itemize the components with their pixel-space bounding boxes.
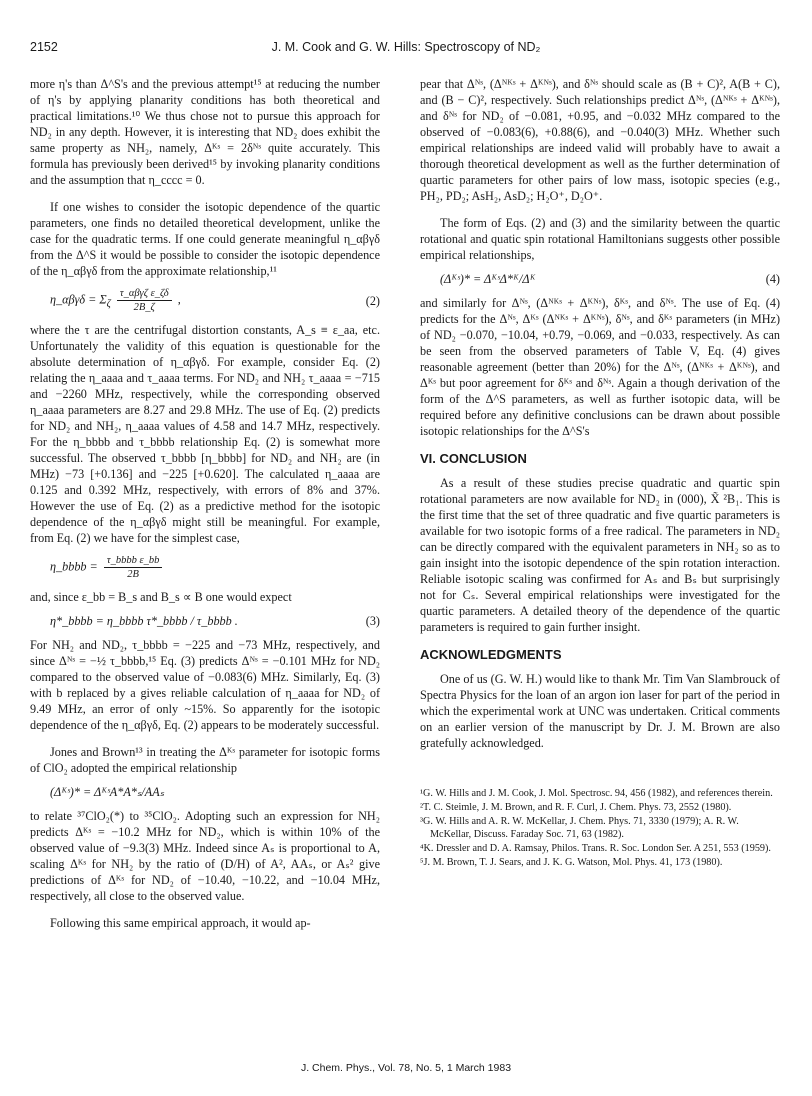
equation-number: (4)	[765, 272, 780, 286]
left-column	[30, 76, 380, 931]
equation-tail: ,	[177, 292, 181, 307]
equation-body: (Δᴷˢ)* = ΔᴷˢΔ*ᴷ/Δᴷ	[440, 272, 536, 286]
paragraph: and, since ε_bb = B_s and B_s ∝ B one would expect	[30, 590, 292, 604]
reference-item: ¹G. W. Hills and J. M. Cook, J. Mol. Spectrosc. 94, 456 (1982), and references therein.	[420, 788, 773, 799]
fraction-denominator: 2B_ζ	[133, 302, 155, 313]
sum-index: ζ	[106, 298, 111, 310]
equation-body	[30, 554, 380, 581]
equation-lhs: η_αβγδ = Σ	[50, 292, 107, 307]
paragraph: where the τ are the centrifugal distortion constants, A_s ≡ ε_aa, etc. Unfortunately the validity of this equation is questionable for the absolute determination of η_αβγδ. For example, consider Eq. (2) relating the η_aaaa and τ_aaaa terms. For ND₂ and NH₂ τ_aaaa = −715 and −2260 MHz, respectively, while the corresponding observed η_aaaa parameters are 8.27 and 29.8 MHz. The use of Eq. (2) predicts for ND₂ and NH₂, η_aaaa values of 4.58 and 14.7 MHz, respectively. For the η_bbbb and τ_bbbb relationship Eq. (2) is somewhat more successful. The observed τ_bbbb [η_bbbb] for ND₂ and NH₂ are (in MHz) −73 [+0.136] and −225 [+0.620]. The calculated η_aaaa are 0.125 and 0.392 MHz, respectively, with errors of 8% and 37%. However the use of Eq. (2) as a predictive method for the isotopic dependence of the η_αβγδ might still be meaningful. For example, from Eq. (2) we have for the simplest case,	[30, 323, 380, 545]
fraction-numerator: τ_bbbb ε_bb	[104, 554, 163, 568]
reference-list	[420, 787, 780, 869]
paragraph: pear that Δᴺˢ, (Δᴺᴷˢ + Δᴷᴺˢ), and δᴺˢ should scale as (B + C)², A(B + C), and (B − C)², respectively. Such relationships predict Δᴺˢ, (Δᴺᴷˢ + Δᴷᴺˢ), and δᴺˢ for ND₂ of −0.081, +0.95, and −0.032 MHz compared to the observed of −0.083(6), +0.88(6), and −0.040(3) MHz. Whether such empirical relationships are indeed valid will probably have to await a thorough theoretical development as well as the further determination of quartic parameters for other pairs of low mass, isotopic species (e.g., PH₂, PD₂; AsH₂, AsD₂; H₂O⁺, D₂O⁺.	[420, 77, 780, 203]
equation-3	[30, 613, 380, 629]
paragraph: Jones and Brown¹³ in treating the Δᴷˢ parameter for isotopic forms of ClO₂ adopted the empirical relationship	[30, 745, 380, 775]
equation-2	[30, 287, 380, 314]
equation-number: (3)	[365, 614, 380, 628]
reference-item: ⁴K. Dressler and D. A. Ramsay, Philos. Trans. R. Soc. London Ser. A 251, 553 (1959).	[420, 843, 771, 854]
fraction-denominator: 2B	[127, 569, 139, 580]
equation-4	[420, 271, 780, 287]
equation-clo2	[30, 784, 380, 800]
paragraph: As a result of these studies precise quadratic and quartic spin rotational parameters are now available for ND₂ in (000), X̃ ²B₁. This is the first time that the set of three quadratic and five quartic parameters is available for two isotopic forms of a free radical. The parameters in ND₂ can be directly compared with the equivalent parameters in NH₂ so as to gain insight into the isotopic dependence of the spin rotation interaction. Reliable isotopic scaling was confirmed for Aₛ and Bₛ but surprisingly not for Cₛ. Several empirical relationships were investigated for the quartic parameters. A detailed theory of the dependence of the quartic parameters is required to gain further insight.	[420, 476, 780, 634]
section-heading-acknowledgments: ACKNOWLEDGMENTS	[420, 647, 562, 662]
right-column	[420, 76, 780, 870]
journal-citation-footer: J. Chem. Phys., Vol. 78, No. 5, 1 March 1983	[300, 1062, 512, 1074]
equation-lhs: η_bbbb =	[50, 559, 98, 574]
paragraph: more η's than Δ^S's and the previous attempt¹⁵ at reducing the number of η's by applying planarity conditions has both theoretical and practical limitations.¹⁰ We thus chose not to pursue this approach for ND₂ in any depth. However, it is interesting that ND₂ does exhibit the same property as NH₂, namely, Δᴷˢ = 2δᴺˢ quite accurately. This formula has previously been derived¹⁵ by invoking planarity conditions and the assumption that η_cccc = 0.	[30, 77, 380, 187]
equation-body	[30, 287, 350, 314]
running-title: J. M. Cook and G. W. Hills: Spectroscopy of ND₂	[271, 40, 541, 54]
reference-item: ²T. C. Steimle, J. M. Brown, and R. F. Curl, J. Chem. Phys. 73, 2552 (1980).	[420, 802, 732, 813]
fraction-numerator: τ_αβγζ ε_ζδ	[117, 287, 172, 301]
equation-fraction	[117, 287, 172, 314]
equation-body: (Δᴷˢ)* = ΔᴷˢA*A*ₛ/AAₛ	[50, 785, 165, 799]
paragraph: If one wishes to consider the isotopic dependence of the quartic parameters, one finds no detailed theoretical development, unlike the case for the quadratic terms. If one could generate meaningful η_αβγδ from the Δ^S it would be possible to consider the isotopic dependence of the η_αβγδ from the approximate relationship,¹¹	[30, 200, 380, 278]
page-number: 2152	[30, 40, 58, 54]
equation-body: η*_bbbb = η_bbbb τ*_bbbb / τ_bbbb .	[50, 614, 238, 628]
page-header	[30, 40, 782, 54]
paragraph: Following this same empirical approach, it would ap-	[50, 916, 311, 930]
equation-unnumbered	[30, 554, 380, 581]
reference-item: ³G. W. Hills and A. R. W. McKellar, J. Chem. Phys. 71, 3330 (1979); A. R. W. McKellar, Discuss. Faraday Soc. 71, 63 (1982).	[420, 816, 739, 840]
equation-number: (2)	[365, 293, 380, 308]
paragraph: For NH₂ and ND₂, τ_bbbb = −225 and −73 MHz, respectively, and since Δᴺˢ = −½ τ_bbbb,¹⁵ Eq. (3) predicts Δᴺˢ = −0.101 MHz for ND₂ compared to the observed value of −0.083(6) MHz. Similarly, Eq. (3) with b replaced by a gives reliable calculation of η_aaaa for ND₂ of 9.49 MHz, an error of only ~15%. So apparently for the isotopic dependence of the η_αβγδ, Eq. (2) appears to be moderately successful.	[30, 638, 380, 732]
equation-fraction	[104, 554, 163, 581]
reference-item: ⁵J. M. Brown, T. J. Sears, and J. K. G. Watson, Mol. Phys. 41, 173 (1980).	[420, 857, 723, 868]
paragraph: to relate ³⁷ClO₂(*) to ³⁵ClO₂. Adopting such an expression for NH₂ predicts Δᴷˢ = −10.2 MHz for ND₂, which is within 10% of the observed value of −9.3(3) MHz. Indeed since Aₛ is proportional to A, scaling Δᴷˢ for NH₂ by the ratio of (D/H) of A², AAₛ, or Aₛ² give predictions of Δᴷˢ for ND₂ of −10.40, −10.22, and −10.04 MHz, respectively, all close to the observed value.	[30, 809, 380, 903]
paragraph: and similarly for Δᴺˢ, (Δᴺᴷˢ + Δᴷᴺˢ), δᴷˢ, and δᴺˢ. The use of Eq. (4) predicts for the Δᴺˢ, Δᴷˢ (Δᴺᴷˢ + Δᴷᴺˢ), δᴺˢ, and δᴷˢ parameters (in MHz) of ND₂ −0.070, −10.04, +0.79, −0.069, and −0.033, respectively. As can be seen from the observed parameters of Table V, Eq. (4) gives reasonable agreement (better than 20%) for the Δᴺˢ, (Δᴺᴷˢ + Δᴷᴺˢ), and Δᴷˢ but poor agreement for δᴷˢ and δᴺˢ. Again a though derivation of the form of the Δ^S parameters, as well as further isotopic data, will be required before any definitive conclusions can be drawn about possible isotopic relationships for the Δ^S's	[420, 296, 780, 438]
paragraph: One of us (G. W. H.) would like to thank Mr. Tim Van Slambrouck of Spectra Physics for the loan of an argon ion laser for part of the period in which the experimental work at UNC was undertaken. Critical comments on an earlier version of the manuscript by Dr. J. M. Brown are also gratefully acknowledged.	[420, 672, 780, 750]
section-heading-conclusion: VI. CONCLUSION	[420, 451, 527, 466]
paragraph: The form of Eqs. (2) and (3) and the similarity between the quartic rotational and quatic spin rotational Hamiltonians suggests other possible empirical relationships,	[420, 216, 780, 262]
